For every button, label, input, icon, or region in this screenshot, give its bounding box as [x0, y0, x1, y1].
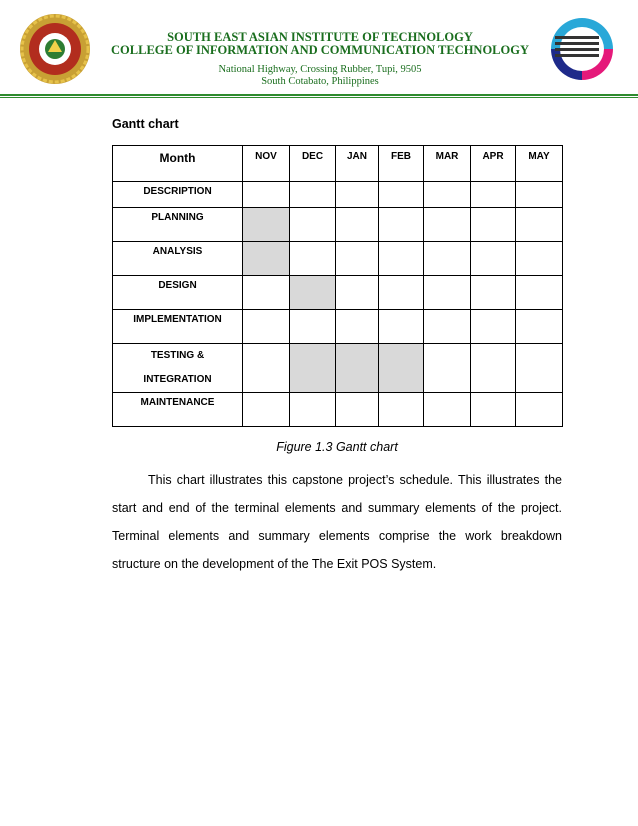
gantt-cell-active: [290, 276, 336, 310]
gantt-cell: [424, 344, 471, 393]
college-name: COLLEGE OF INFORMATION AND COMMUNICATION TECHNOLOGY: [111, 43, 529, 57]
gantt-cell: [243, 182, 290, 208]
header-rule-thin: [0, 97, 638, 98]
gantt-cell: [336, 182, 379, 208]
gantt-cell: [290, 208, 336, 242]
gantt-row-maintenance: [113, 393, 563, 427]
month-header-mar: MAR: [424, 146, 471, 182]
gantt-cell: [243, 310, 290, 344]
gantt-row-description: [113, 182, 563, 208]
section-title: Gantt chart: [112, 117, 179, 131]
gantt-cell: [290, 310, 336, 344]
gantt-cell: [471, 310, 516, 344]
gantt-cell-active: [243, 208, 290, 242]
college-logo: [547, 14, 617, 84]
gantt-cell: [290, 182, 336, 208]
gantt-cell-active: [243, 242, 290, 276]
address-line-1: National Highway, Crossing Rubber, Tupi, 9505: [218, 64, 422, 75]
gantt-cell: [336, 393, 379, 427]
gantt-cell: [516, 310, 563, 344]
gantt-row-implementation: [113, 310, 563, 344]
gantt-cell: [243, 344, 290, 393]
task-label: DESCRIPTION: [113, 182, 243, 208]
gantt-body: [113, 182, 563, 427]
gantt-row-testing-integration: [113, 344, 563, 393]
gantt-cell: [516, 344, 563, 393]
gantt-cell: [379, 208, 424, 242]
gantt-table: [112, 145, 563, 427]
gantt-cell: [516, 182, 563, 208]
gantt-cell: [290, 242, 336, 276]
gantt-cell: [379, 242, 424, 276]
gantt-cell: [243, 276, 290, 310]
month-header-jan: JAN: [336, 146, 379, 182]
task-label: PLANNING: [113, 208, 243, 242]
gantt-cell: [424, 276, 471, 310]
task-label: DESIGN: [113, 276, 243, 310]
gantt-cell: [336, 310, 379, 344]
gantt-cell: [336, 242, 379, 276]
gantt-cell: [471, 393, 516, 427]
gantt-cell: [290, 393, 336, 427]
gantt-cell: [424, 182, 471, 208]
gantt-cell: [424, 310, 471, 344]
month-header-feb: FEB: [379, 146, 424, 182]
task-label: MAINTENANCE: [113, 393, 243, 427]
gantt-cell: [471, 208, 516, 242]
gantt-cell: [424, 208, 471, 242]
gantt-cell: [243, 393, 290, 427]
month-header-nov: NOV: [243, 146, 290, 182]
address-line-2: South Cotabato, Philippines: [261, 76, 379, 87]
gantt-cell: [471, 344, 516, 393]
task-label: IMPLEMENTATION: [113, 310, 243, 344]
task-label: ANALYSIS: [113, 242, 243, 276]
gantt-cell: [424, 393, 471, 427]
gantt-cell: [379, 310, 424, 344]
header-rule: [0, 94, 638, 96]
gantt-cell-active: [379, 344, 424, 393]
gantt-cell: [516, 276, 563, 310]
gantt-cell: [424, 242, 471, 276]
gantt-cell: [379, 182, 424, 208]
gantt-cell: [471, 182, 516, 208]
gantt-row-analysis: [113, 242, 563, 276]
gantt-cell-active: [290, 344, 336, 393]
institution-name: SOUTH EAST ASIAN INSTITUTE OF TECHNOLOGY: [167, 30, 473, 44]
gantt-cell: [516, 393, 563, 427]
gantt-cell: [516, 208, 563, 242]
task-label-line-2: INTEGRATION: [143, 374, 212, 385]
gantt-cell: [379, 276, 424, 310]
institute-seal-logo: [18, 12, 92, 86]
month-header-may: MAY: [516, 146, 563, 182]
gantt-cell: [336, 276, 379, 310]
figure-caption: Figure 1.3 Gantt chart: [276, 440, 398, 454]
gantt-row-design: [113, 276, 563, 310]
month-column-header: Month: [113, 146, 243, 182]
gantt-cell: [516, 242, 563, 276]
body-paragraph: This chart illustrates this capstone project’s schedule. This illustrates the start and end of the terminal elements and summary elements of the project. Terminal elements and summary elements comprise the work breakdown structure on the development of the The Exit POS System.: [112, 473, 562, 571]
gantt-cell-active: [336, 344, 379, 393]
month-header-dec: DEC: [290, 146, 336, 182]
task-label: [113, 344, 243, 393]
gantt-cell: [471, 276, 516, 310]
gantt-row-planning: [113, 208, 563, 242]
task-label-line-1: TESTING &: [150, 350, 205, 361]
gantt-cell: [471, 242, 516, 276]
month-header-apr: APR: [471, 146, 516, 182]
gantt-cell: [379, 393, 424, 427]
gantt-cell: [336, 208, 379, 242]
letterhead: [0, 0, 638, 100]
gantt-header-row: [113, 146, 563, 182]
